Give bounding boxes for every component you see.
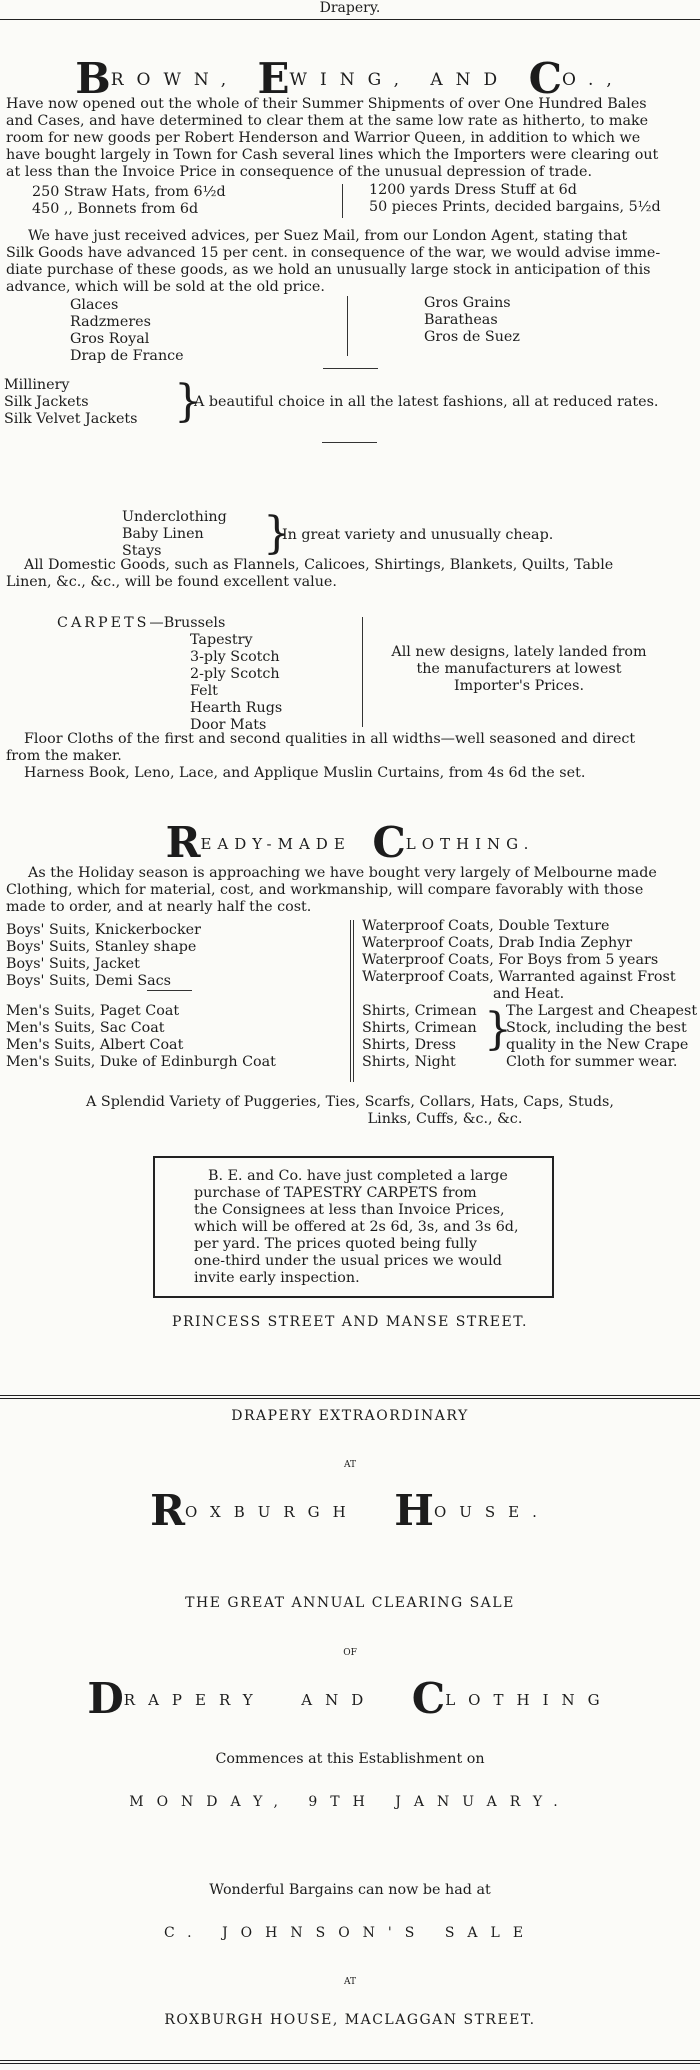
- waterproof-list: [362, 918, 676, 1003]
- splendid-variety: [0, 1094, 700, 1128]
- floor-line: Floor Cloths of the first and second qualities in all widths—well seasoned and direct: [24, 731, 636, 747]
- hats-item: 250 Straw Hats, from 6½d: [32, 184, 226, 200]
- title-cap-c: C: [372, 818, 406, 867]
- mens-suit-item: Men's Suits, Albert Coat: [6, 1037, 184, 1053]
- column-divider: [342, 184, 343, 218]
- title-word-and: AND: [301, 1691, 377, 1709]
- shirts-list: [362, 1003, 477, 1071]
- carpets-description: [369, 644, 669, 695]
- brace-glyph: }: [263, 508, 291, 559]
- bottom-double-rule: [0, 2060, 700, 2064]
- carpet-item: 2-ply Scotch: [190, 666, 280, 682]
- title-cap-e: E: [257, 54, 290, 103]
- carpet-item: 3-ply Scotch: [190, 649, 280, 665]
- title-word-ready-made: EADY-MADE: [200, 835, 351, 853]
- title-word-house: OUSE.: [433, 1503, 550, 1521]
- ready-intro-line: As the Holiday season is approaching we have bought very largely of Melbourne made: [28, 865, 657, 881]
- column-divider: [362, 617, 363, 727]
- dress-stuff-list: [369, 182, 661, 216]
- silk-item: Glaces: [70, 297, 119, 313]
- intro-line: room for new goods per Robert Henderson and Warrior Queen, in addition to which we: [6, 130, 641, 146]
- title-word-clothing: LOTHING.: [405, 835, 535, 853]
- title-cap-b: B: [75, 54, 111, 103]
- title-word-brown: ROWN,: [110, 70, 240, 90]
- column-divider: [347, 296, 348, 356]
- title-word-co: O.,: [562, 70, 625, 90]
- dress-item: 50 pieces Prints, decided bargains, 5½d: [369, 199, 661, 215]
- brace-glyph: }: [484, 1004, 512, 1055]
- intro-line: and Cases, and have determined to clear them at the same low rate as hitherto, to make: [6, 113, 649, 129]
- suez-line: diate purchase of these goods, as we hold an unusually large stock in anticipation of this: [6, 262, 651, 278]
- johnson-sale: C. JOHNSON'S SALE: [163, 1925, 537, 1941]
- drapery-extraordinary: DRAPERY EXTRAORDINARY: [231, 1408, 469, 1424]
- title-word-ewing: WING,: [289, 70, 412, 90]
- mens-suits-list: [6, 1003, 276, 1071]
- column-divider: [350, 920, 351, 1082]
- carpets-label: CARPETS: [57, 615, 150, 631]
- millinery-item: Millinery: [4, 377, 70, 393]
- millinery-description: A beautiful choice in all the latest fashions, all at reduced rates.: [194, 394, 659, 410]
- waterproof-item: Waterproof Coats, Double Texture: [362, 918, 610, 934]
- floor-line: from the maker.: [6, 748, 122, 764]
- shirts-text-line: Stock, including the best: [506, 1020, 687, 1036]
- shirts-text-line: Cloth for summer wear.: [506, 1054, 678, 1070]
- suez-line: Silk Goods have advanced 15 per cent. in consequence of the war, we would advise imme-: [6, 245, 661, 261]
- carpet-item: Tapestry: [190, 632, 253, 648]
- intro-line: at less than the Invoice Price in consequence of the unusual depression of trade.: [6, 164, 592, 180]
- silk-item: Drap de France: [70, 348, 184, 364]
- carpet-item: Felt: [190, 683, 218, 699]
- floor-line: Harness Book, Leno, Lace, and Applique Muslin Curtains, from 4s 6d the set.: [24, 765, 586, 781]
- domestic-line: All Domestic Goods, such as Flannels, Calicoes, Shirtings, Blankets, Quilts, Table: [24, 557, 614, 573]
- roxburgh-house-title: [0, 1486, 700, 1535]
- carpet-item: Hearth Rugs: [190, 700, 283, 716]
- notice-line: invite early inspection.: [194, 1270, 360, 1286]
- silk-item: Gros Grains: [424, 295, 511, 311]
- title-cap-c: C: [528, 54, 563, 103]
- splendid-line: Links, Cuffs, &c., &c.: [367, 1111, 523, 1127]
- silks-right-list: [424, 295, 520, 346]
- underclothing-description: In great variety and unusually cheap.: [282, 527, 554, 543]
- carpets-text-line: the manufacturers at lowest: [416, 661, 622, 677]
- separator: [323, 368, 378, 369]
- carpet-item: —Brussels: [149, 615, 226, 631]
- boys-suit-item: Boys' Suits, Stanley shape: [6, 939, 197, 955]
- brown-ewing-address: PRINCESS STREET AND MANSE STREET.: [172, 1314, 528, 1330]
- notice-line: per yard. The prices quoted being fully: [194, 1236, 478, 1252]
- of-label: OF: [343, 1648, 357, 1658]
- hats-list: [32, 184, 226, 218]
- suez-line: We have just received advices, per Suez Mail, from our London Agent, stating that: [28, 228, 628, 244]
- brown-ewing-intro: [6, 96, 658, 181]
- sale-date: MONDAY, 9TH JANUARY.: [129, 1794, 571, 1810]
- underclothing-item: Underclothing: [122, 509, 227, 525]
- silk-item: Baratheas: [424, 312, 498, 328]
- intro-line: Have now opened out the whole of their Summer Shipments of over One Hundred Bales: [6, 96, 647, 112]
- ready-made-title: [0, 818, 700, 867]
- separator: [322, 442, 377, 443]
- carpets-text-line: Importer's Prices.: [453, 678, 585, 694]
- title-cap-c: C: [411, 1674, 446, 1723]
- mens-suit-item: Men's Suits, Paget Coat: [6, 1003, 180, 1019]
- shirt-item: Shirts, Dress: [362, 1037, 457, 1053]
- mens-suit-item: Men's Suits, Sac Coat: [6, 1020, 165, 1036]
- carpets-label-block: [57, 615, 225, 632]
- silk-item: Radzmeres: [70, 314, 151, 330]
- roxburgh-address: ROXBURGH HOUSE, MACLAGGAN STREET.: [164, 2012, 536, 2028]
- brace-glyph: }: [174, 376, 202, 427]
- title-word-clothing: LOTHING: [445, 1691, 613, 1709]
- boys-suit-item: Boys' Suits, Jacket: [6, 956, 140, 972]
- title-word-and: AND: [430, 70, 511, 90]
- wonderful-bargains-line: Wonderful Bargains can now be had at: [209, 1882, 491, 1898]
- suez-line: advance, which will be sold at the old price.: [6, 279, 325, 295]
- tapestry-notice-text: [194, 1168, 519, 1287]
- notice-line: which will be offered at 2s 6d, 3s, and 3s 6d,: [194, 1219, 519, 1235]
- domestic-line: Linen, &c., &c., will be found excellent value.: [6, 574, 337, 590]
- mens-suit-item: Men's Suits, Duke of Edinburgh Coat: [6, 1054, 276, 1070]
- notice-line: the Consignees at less than Invoice Prices,: [194, 1202, 505, 1218]
- shirt-item: Shirts, Crimean: [362, 1020, 477, 1036]
- notice-line: purchase of TAPESTRY CARPETS from: [194, 1185, 477, 1201]
- at-label: AT: [343, 1977, 356, 1987]
- title-cap-d: D: [87, 1674, 124, 1723]
- waterproof-item: Waterproof Coats, Drab India Zephyr: [362, 935, 633, 951]
- splendid-line: A Splendid Variety of Puggeries, Ties, Scarfs, Collars, Hats, Caps, Studs,: [86, 1094, 614, 1110]
- waterproof-item: and Heat.: [493, 986, 565, 1002]
- millinery-item: Silk Jackets: [4, 394, 89, 410]
- at-label: AT: [343, 1460, 356, 1470]
- separator: [147, 990, 192, 991]
- notice-line: one-third under the usual prices we would: [194, 1253, 502, 1269]
- underclothing-item: Baby Linen: [122, 526, 204, 542]
- shirts-text-line: quality in the New Crape: [506, 1037, 689, 1053]
- boys-suits-list: [6, 922, 201, 990]
- ready-made-intro: [6, 865, 657, 916]
- silk-item: Gros de Suez: [424, 329, 520, 345]
- millinery-list: [4, 377, 138, 428]
- ready-intro-line: made to order, and at nearly half the cost.: [6, 899, 312, 915]
- carpets-text-line: All new designs, lately landed from: [391, 644, 647, 660]
- shirt-item: Shirts, Night: [362, 1054, 456, 1070]
- drapery-clothing-title: [0, 1674, 700, 1723]
- domestic-paragraph: [6, 557, 613, 591]
- title-cap-h: H: [394, 1486, 434, 1535]
- brown-ewing-title: [0, 54, 700, 103]
- shirts-description: [506, 1003, 697, 1071]
- notice-line: B. E. and Co. have just completed a large: [208, 1168, 508, 1184]
- waterproof-item: Waterproof Coats, Warranted against Frost: [362, 969, 676, 985]
- ready-intro-line: Clothing, which for material, cost, and workmanship, will compare favorably with those: [6, 882, 644, 898]
- underclothing-list: [122, 509, 227, 560]
- waterproof-item: Waterproof Coats, For Boys from 5 years: [362, 952, 659, 968]
- shirt-item: Shirts, Crimean: [362, 1003, 477, 1019]
- shirts-text-line: The Largest and Cheapest: [506, 1003, 698, 1019]
- suez-paragraph: [6, 228, 660, 296]
- carpets-list: [190, 632, 282, 734]
- carpet-item: Door Mats: [190, 717, 267, 733]
- title-word-drapery: RAPERY: [123, 1691, 266, 1709]
- clearing-sale-line: THE GREAT ANNUAL CLEARING SALE: [185, 1595, 515, 1611]
- silk-item: Gros Royal: [70, 331, 150, 347]
- underclothing-item: Stays: [122, 543, 162, 559]
- millinery-item: Silk Velvet Jackets: [4, 411, 138, 427]
- silks-left-list: [70, 297, 184, 365]
- commences-line: Commences at this Establishment on: [215, 1751, 485, 1767]
- section-double-rule: [0, 1395, 700, 1399]
- title-cap-r: R: [165, 818, 201, 867]
- boys-suit-item: Boys' Suits, Demi Sacs: [6, 973, 172, 989]
- boys-suit-item: Boys' Suits, Knickerbocker: [6, 922, 201, 938]
- title-cap-r: R: [150, 1486, 185, 1535]
- section-header: Drapery.: [319, 0, 381, 16]
- dress-item: 1200 yards Dress Stuff at 6d: [369, 182, 577, 198]
- header-rule: [0, 19, 700, 20]
- hats-item: 450 ,, Bonnets from 6d: [32, 201, 199, 217]
- column-divider: [353, 920, 354, 1082]
- floor-cloths-paragraph: [6, 731, 635, 782]
- intro-line: have bought largely in Town for Cash several lines which the Importers were clearing out: [6, 147, 659, 163]
- title-word-roxburgh: OXBURGH: [185, 1503, 359, 1521]
